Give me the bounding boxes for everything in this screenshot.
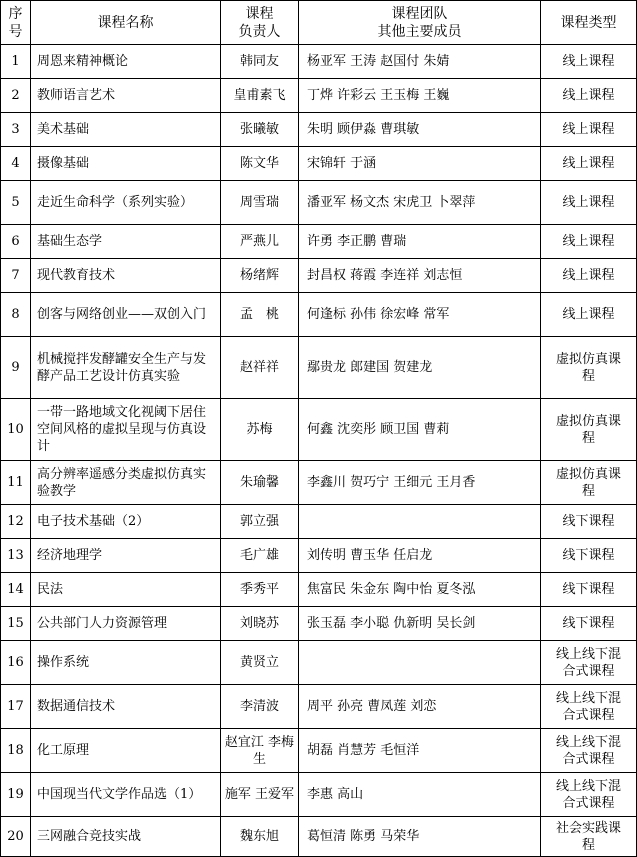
row-no: 2	[1, 79, 31, 113]
row-no: 13	[1, 539, 31, 573]
row-team: 刘传明 曹玉华 任启龙	[299, 539, 541, 573]
row-type: 线下课程	[541, 505, 637, 539]
row-team	[299, 505, 541, 539]
row-leader: 李清波	[221, 685, 299, 729]
header-no	[1, 1, 31, 45]
row-type: 虚拟仿真课程	[541, 337, 637, 399]
row-leader: 黄贤立	[221, 641, 299, 685]
table-row	[1, 399, 637, 461]
row-type: 线上线下混合式课程	[541, 685, 637, 729]
row-leader: 毛广雄	[221, 539, 299, 573]
row-course-name: 中国现当代文学作品选（1）	[31, 773, 221, 817]
header-team-line2: 其他主要成员	[377, 23, 462, 40]
row-type: 线上课程	[541, 147, 637, 181]
row-team: 周平 孙亮 曹凤莲 刘恋	[299, 685, 541, 729]
row-type: 线上课程	[541, 225, 637, 259]
row-team: 潘亚军 杨文杰 宋虎卫 卜翠萍	[299, 181, 541, 225]
row-course-name: 创客与网络创业——双创入门	[31, 293, 221, 337]
row-no: 5	[1, 181, 31, 225]
row-team: 葛恒清 陈勇 马荣华	[299, 817, 541, 857]
row-course-name: 公共部门人力资源管理	[31, 607, 221, 641]
table-row	[1, 461, 637, 505]
row-team: 李鑫川 贺巧宁 王细元 王月香	[299, 461, 541, 505]
row-team: 许勇 李正鹏 曹瑞	[299, 225, 541, 259]
row-leader: 皇甫素飞	[221, 79, 299, 113]
row-no: 20	[1, 817, 31, 857]
table-row	[1, 685, 637, 729]
row-course-name: 基础生态学	[31, 225, 221, 259]
row-course-name: 化工原理	[31, 729, 221, 773]
row-course-name: 教师语言艺术	[31, 79, 221, 113]
row-leader: 魏东旭	[221, 817, 299, 857]
row-course-name: 机械搅拌发酵罐安全生产与发酵产品工艺设计仿真实验	[31, 337, 221, 399]
row-course-name: 三网融合竞技实战	[31, 817, 221, 857]
row-no: 8	[1, 293, 31, 337]
header-name: 课程名称	[31, 1, 221, 45]
row-leader: 韩同友	[221, 45, 299, 79]
row-type: 线上线下混合式课程	[541, 641, 637, 685]
row-type: 线上课程	[541, 45, 637, 79]
row-team: 封昌权 蒋霞 李连祥 刘志恒	[299, 259, 541, 293]
table-row	[1, 147, 637, 181]
row-course-name: 经济地理学	[31, 539, 221, 573]
row-leader: 郭立强	[221, 505, 299, 539]
row-course-name: 现代教育技术	[31, 259, 221, 293]
row-no: 1	[1, 45, 31, 79]
row-type: 线上课程	[541, 113, 637, 147]
row-leader: 孟 桃	[221, 293, 299, 337]
header-leader-line2: 负责人	[238, 23, 281, 40]
table-row	[1, 573, 637, 607]
header-row	[1, 1, 637, 45]
row-type: 线上课程	[541, 259, 637, 293]
table-row	[1, 293, 637, 337]
row-team: 宋锦轩 于涵	[299, 147, 541, 181]
row-leader: 苏梅	[221, 399, 299, 461]
table-row	[1, 45, 637, 79]
row-no: 6	[1, 225, 31, 259]
header-type: 课程类型	[541, 1, 637, 45]
row-course-name: 摄像基础	[31, 147, 221, 181]
row-leader: 赵祥祥	[221, 337, 299, 399]
row-leader: 刘晓苏	[221, 607, 299, 641]
row-team: 张玉磊 李小聪 仇新明 吴长剑	[299, 607, 541, 641]
row-course-name: 电子技术基础（2）	[31, 505, 221, 539]
header-team	[299, 1, 541, 45]
row-team	[299, 641, 541, 685]
row-team: 李惠 高山	[299, 773, 541, 817]
row-team: 杨亚军 王涛 赵国付 朱婧	[299, 45, 541, 79]
row-course-name: 一带一路地域文化视阈下居住空间风格的虚拟呈现与仿真设计	[31, 399, 221, 461]
table-row	[1, 79, 637, 113]
header-leader-line1: 课程	[245, 5, 274, 22]
table-row	[1, 641, 637, 685]
row-course-name: 高分辨率遥感分类虚拟仿真实验教学	[31, 461, 221, 505]
row-course-name: 周恩来精神概论	[31, 45, 221, 79]
row-type: 社会实践课程	[541, 817, 637, 857]
row-course-name: 走近生命科学（系列实验）	[31, 181, 221, 225]
row-course-name: 美术基础	[31, 113, 221, 147]
row-team: 丁烨 许彩云 王玉梅 王巍	[299, 79, 541, 113]
row-team: 胡磊 肖慧芳 毛恒洋	[299, 729, 541, 773]
row-leader: 杨绪辉	[221, 259, 299, 293]
row-type: 线下课程	[541, 573, 637, 607]
table-row	[1, 817, 637, 857]
row-no: 7	[1, 259, 31, 293]
row-leader: 周雪瑞	[221, 181, 299, 225]
row-type: 线下课程	[541, 607, 637, 641]
row-leader: 陈文华	[221, 147, 299, 181]
row-type: 虚拟仿真课程	[541, 461, 637, 505]
row-type: 虚拟仿真课程	[541, 399, 637, 461]
table-row	[1, 259, 637, 293]
row-type: 线上课程	[541, 79, 637, 113]
row-no: 3	[1, 113, 31, 147]
row-leader: 赵宜江 李梅生	[221, 729, 299, 773]
row-no: 10	[1, 399, 31, 461]
header-no-text: 序号	[8, 5, 23, 40]
row-team: 鄢贵龙 郎建国 贺建龙	[299, 337, 541, 399]
table-row	[1, 773, 637, 817]
row-no: 14	[1, 573, 31, 607]
header-leader	[221, 1, 299, 45]
row-no: 12	[1, 505, 31, 539]
row-leader: 严燕儿	[221, 225, 299, 259]
row-no: 17	[1, 685, 31, 729]
row-leader: 季秀平	[221, 573, 299, 607]
table-row	[1, 181, 637, 225]
table-row	[1, 225, 637, 259]
row-no: 11	[1, 461, 31, 505]
row-no: 4	[1, 147, 31, 181]
row-leader: 张曦敏	[221, 113, 299, 147]
row-course-name: 民法	[31, 573, 221, 607]
row-leader: 施军 王爱军	[221, 773, 299, 817]
row-no: 15	[1, 607, 31, 641]
row-no: 19	[1, 773, 31, 817]
row-type: 线上课程	[541, 181, 637, 225]
row-no: 9	[1, 337, 31, 399]
header-team-line1: 课程团队	[391, 5, 448, 22]
row-team: 何逢标 孙伟 徐宏峰 常军	[299, 293, 541, 337]
row-team: 焦富民 朱金东 陶中怡 夏冬泓	[299, 573, 541, 607]
row-type: 线上线下混合式课程	[541, 729, 637, 773]
row-type: 线上线下混合式课程	[541, 773, 637, 817]
table-row	[1, 113, 637, 147]
row-course-name: 数据通信技术	[31, 685, 221, 729]
row-course-name: 操作系统	[31, 641, 221, 685]
table-row	[1, 729, 637, 773]
table-row	[1, 539, 637, 573]
table-row	[1, 505, 637, 539]
row-type: 线上课程	[541, 293, 637, 337]
row-type: 线下课程	[541, 539, 637, 573]
table-row	[1, 607, 637, 641]
row-no: 18	[1, 729, 31, 773]
row-team: 何鑫 沈奕彤 顾卫国 曹莉	[299, 399, 541, 461]
row-leader: 朱瑜馨	[221, 461, 299, 505]
table-row	[1, 337, 637, 399]
row-team: 朱明 顾伊淼 曹琪敏	[299, 113, 541, 147]
row-no: 16	[1, 641, 31, 685]
